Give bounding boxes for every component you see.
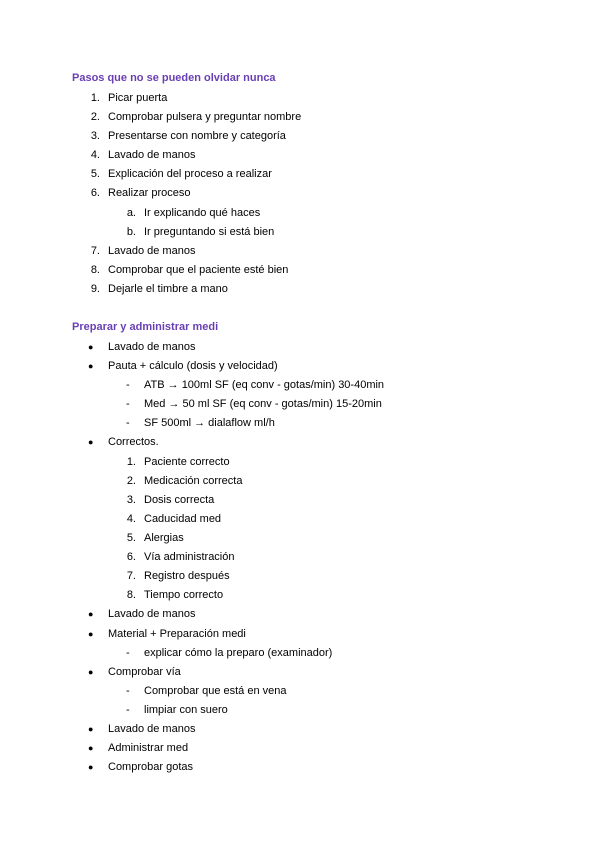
dash-icon: - <box>126 417 130 429</box>
list-item-text: Medicación correcta <box>144 475 243 487</box>
list-item-text: Registro después <box>144 570 230 582</box>
list-item-text: explicar cómo la preparo (examinador) <box>144 647 333 659</box>
list-item-text: Caducidad med <box>144 513 222 525</box>
list-item-text: Vía administración <box>144 551 235 563</box>
list-item-text: Paciente correcto <box>144 456 230 468</box>
list-item-text: Correctos. <box>108 436 159 448</box>
dash-icon: - <box>126 704 130 716</box>
list-number: 2. <box>126 475 136 487</box>
list-number: 2. <box>90 111 100 123</box>
dash-icon: - <box>126 647 130 659</box>
list-item-text: Dosis correcta <box>144 494 215 506</box>
list-item-text: Administrar med <box>108 742 189 754</box>
list-item-text: Presentarse con nombre y categoría <box>108 130 286 142</box>
list-number: 1. <box>126 456 136 468</box>
list-item-text: Picar puerta <box>108 92 168 104</box>
list-number: 3. <box>90 130 100 142</box>
dash-icon: - <box>126 379 130 391</box>
list-item-text: Comprobar que está en vena <box>144 685 287 697</box>
list-item-text: Lavado de manos <box>108 723 196 735</box>
list-item-text: ATB → 100ml SF (eq conv - gotas/min) 30-40min <box>144 379 385 391</box>
list-item-text: Med → 50 ml SF (eq conv - gotas/min) 15-20min <box>144 398 382 410</box>
bullet-icon: ● <box>88 743 94 753</box>
list-item-text: Pauta + cálculo (dosis y velocidad) <box>108 360 278 372</box>
list-item-text: Lavado de manos <box>108 149 196 161</box>
list-number: 6. <box>126 551 136 563</box>
list-number: 4. <box>90 149 100 161</box>
list-item-text: Comprobar vía <box>108 666 181 678</box>
list-item-text: Lavado de manos <box>108 245 196 257</box>
list-item-text: Material + Preparación medi <box>108 628 246 640</box>
bullet-icon: ● <box>88 437 94 447</box>
list-letter: b. <box>126 226 136 238</box>
list-number: 9. <box>90 283 100 295</box>
list-number: 8. <box>126 589 136 601</box>
list-item-text: Tiempo correcto <box>144 589 224 601</box>
list-number: 5. <box>126 532 136 544</box>
list-letter: a. <box>126 207 136 219</box>
bullet-icon: ● <box>88 609 94 619</box>
bullet-icon: ● <box>88 361 94 371</box>
list-item-text: Explicación del proceso a realizar <box>108 168 272 180</box>
list-item-text: Lavado de manos <box>108 608 196 620</box>
section-heading-pasos: Pasos que no se pueden olvidar nunca <box>72 72 276 84</box>
list-item-text: SF 500ml → dialaflow ml/h <box>144 417 275 429</box>
bullet-icon: ● <box>88 629 94 639</box>
list-number: 5. <box>90 168 100 180</box>
list-item-text: Lavado de manos <box>108 341 196 353</box>
list-item-text: Comprobar que el paciente esté bien <box>108 264 289 276</box>
bullet-icon: ● <box>88 724 94 734</box>
list-item-text: Ir explicando qué haces <box>144 207 261 219</box>
list-item-text: Ir preguntando si está bien <box>144 226 275 238</box>
list-item-text: Dejarle el timbre a mano <box>108 283 228 295</box>
list-item-text: Comprobar pulsera y preguntar nombre <box>108 111 302 123</box>
list-item-text: Alergias <box>144 532 184 544</box>
list-number: 4. <box>126 513 136 525</box>
list-item-text: Comprobar gotas <box>108 761 193 773</box>
list-item-text: limpiar con suero <box>144 704 228 716</box>
list-number: 1. <box>90 92 100 104</box>
list-number: 6. <box>90 187 100 199</box>
bullet-icon: ● <box>88 762 94 772</box>
bullet-icon: ● <box>88 667 94 677</box>
bullet-icon: ● <box>88 342 94 352</box>
list-number: 3. <box>126 494 136 506</box>
list-item-text: Realizar proceso <box>108 187 191 199</box>
list-number: 8. <box>90 264 100 276</box>
dash-icon: - <box>126 685 130 697</box>
section-heading-preparar: Preparar y administrar medi <box>72 321 219 333</box>
dash-icon: - <box>126 398 130 410</box>
list-number: 7. <box>90 245 100 257</box>
list-number: 7. <box>126 570 136 582</box>
